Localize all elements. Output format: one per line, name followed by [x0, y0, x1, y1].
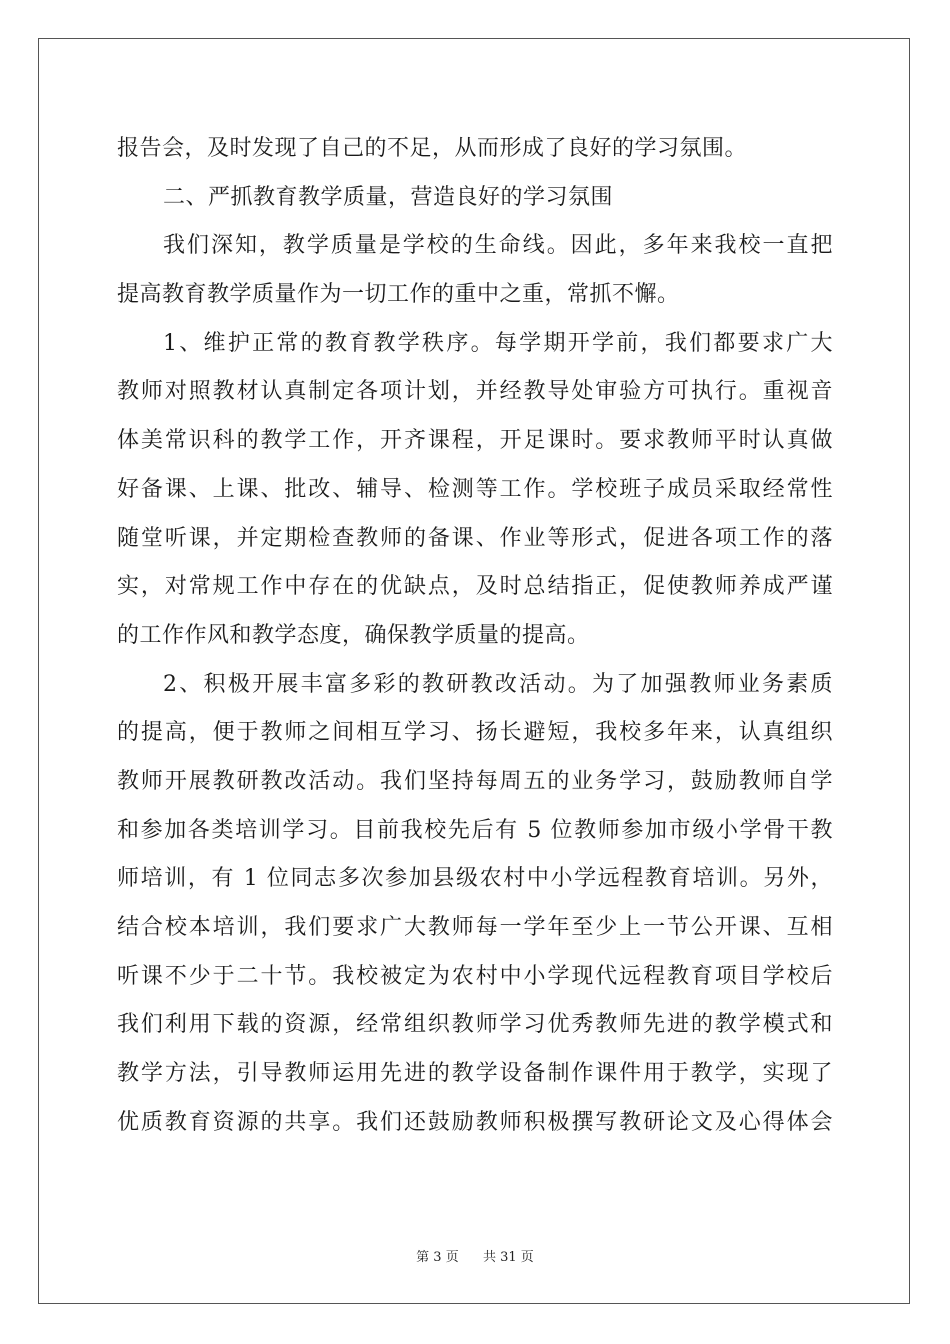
text-line: 师培训，有 1 位同志多次参加县级农村中小学远程教育培训。另外， [117, 866, 833, 892]
text-line: 听课不少于二十节。我校被定为农村中小学现代远程教育项目学校后 [117, 963, 833, 989]
paragraph [117, 125, 833, 174]
text-line: 教师对照教材认真制定各项计划，并经教导处审验方可执行。重视音 [117, 379, 833, 405]
text-line: 随堂听课，并定期检查教师的备课、作业等形式，促进各项工作的落 [117, 525, 833, 551]
text-line: 二、严抓教育教学质量，营造良好的学习氛围 [163, 184, 614, 210]
text-line: 结合校本培训，我们要求广大教师每一学年至少上一节公开课、互相 [117, 915, 833, 940]
text-line: 报告会，及时发现了自己的不足，从而形成了良好的学习氛围。 [117, 136, 748, 161]
text-line: 教师开展教研教改活动。我们坚持每周五的业务学习，鼓励教师自学 [117, 768, 833, 794]
text-line: 的工作作风和教学态度，确保教学质量的提高。 [117, 622, 590, 648]
text-line: 和参加各类培训学习。目前我校先后有 5 位教师参加市级小学骨干教 [117, 817, 833, 843]
text-line: 我们利用下载的资源，经常组织教师学习优秀教师先进的教学模式和 [117, 1012, 833, 1038]
total-pages: 共 31 页 [483, 1250, 534, 1265]
paragraph [117, 661, 833, 1148]
text-line: 教学方法，引导教师运用先进的教学设备制作课件用于教学，实现了 [117, 1061, 833, 1087]
paragraph [117, 222, 833, 319]
text-line: 优质教育资源的共享。我们还鼓励教师积极撰写教研论文及心得体会 [117, 1109, 833, 1135]
text-line: 1、维护正常的教育教学秩序。每学期开学前，我们都要求广大 [163, 330, 833, 356]
text-line: 好备课、上课、批改、辅导、检测等工作。学校班子成员采取经常性 [117, 476, 833, 502]
page-footer [0, 1246, 950, 1265]
text-line: 的提高，便于教师之间相互学习、扬长避短，我校多年来，认真组织 [117, 720, 833, 746]
text-line: 实，对常规工作中存在的优缺点，及时总结指正，促使教师养成严谨 [117, 574, 833, 600]
text-line: 提高教育教学质量作为一切工作的重中之重，常抓不懈。 [117, 282, 680, 308]
text-line: 我们深知，教学质量是学校的生命线。因此，多年来我校一直把 [163, 233, 833, 259]
current-page-number: 第 3 页 [416, 1250, 459, 1265]
paragraph [117, 174, 833, 223]
text-line: 2、积极开展丰富多彩的教研教改活动。为了加强教师业务素质 [163, 671, 833, 697]
document-body [117, 125, 833, 1147]
paragraph [117, 320, 833, 661]
text-line: 体美常识科的教学工作，开齐课程，开足课时。要求教师平时认真做 [117, 428, 833, 454]
